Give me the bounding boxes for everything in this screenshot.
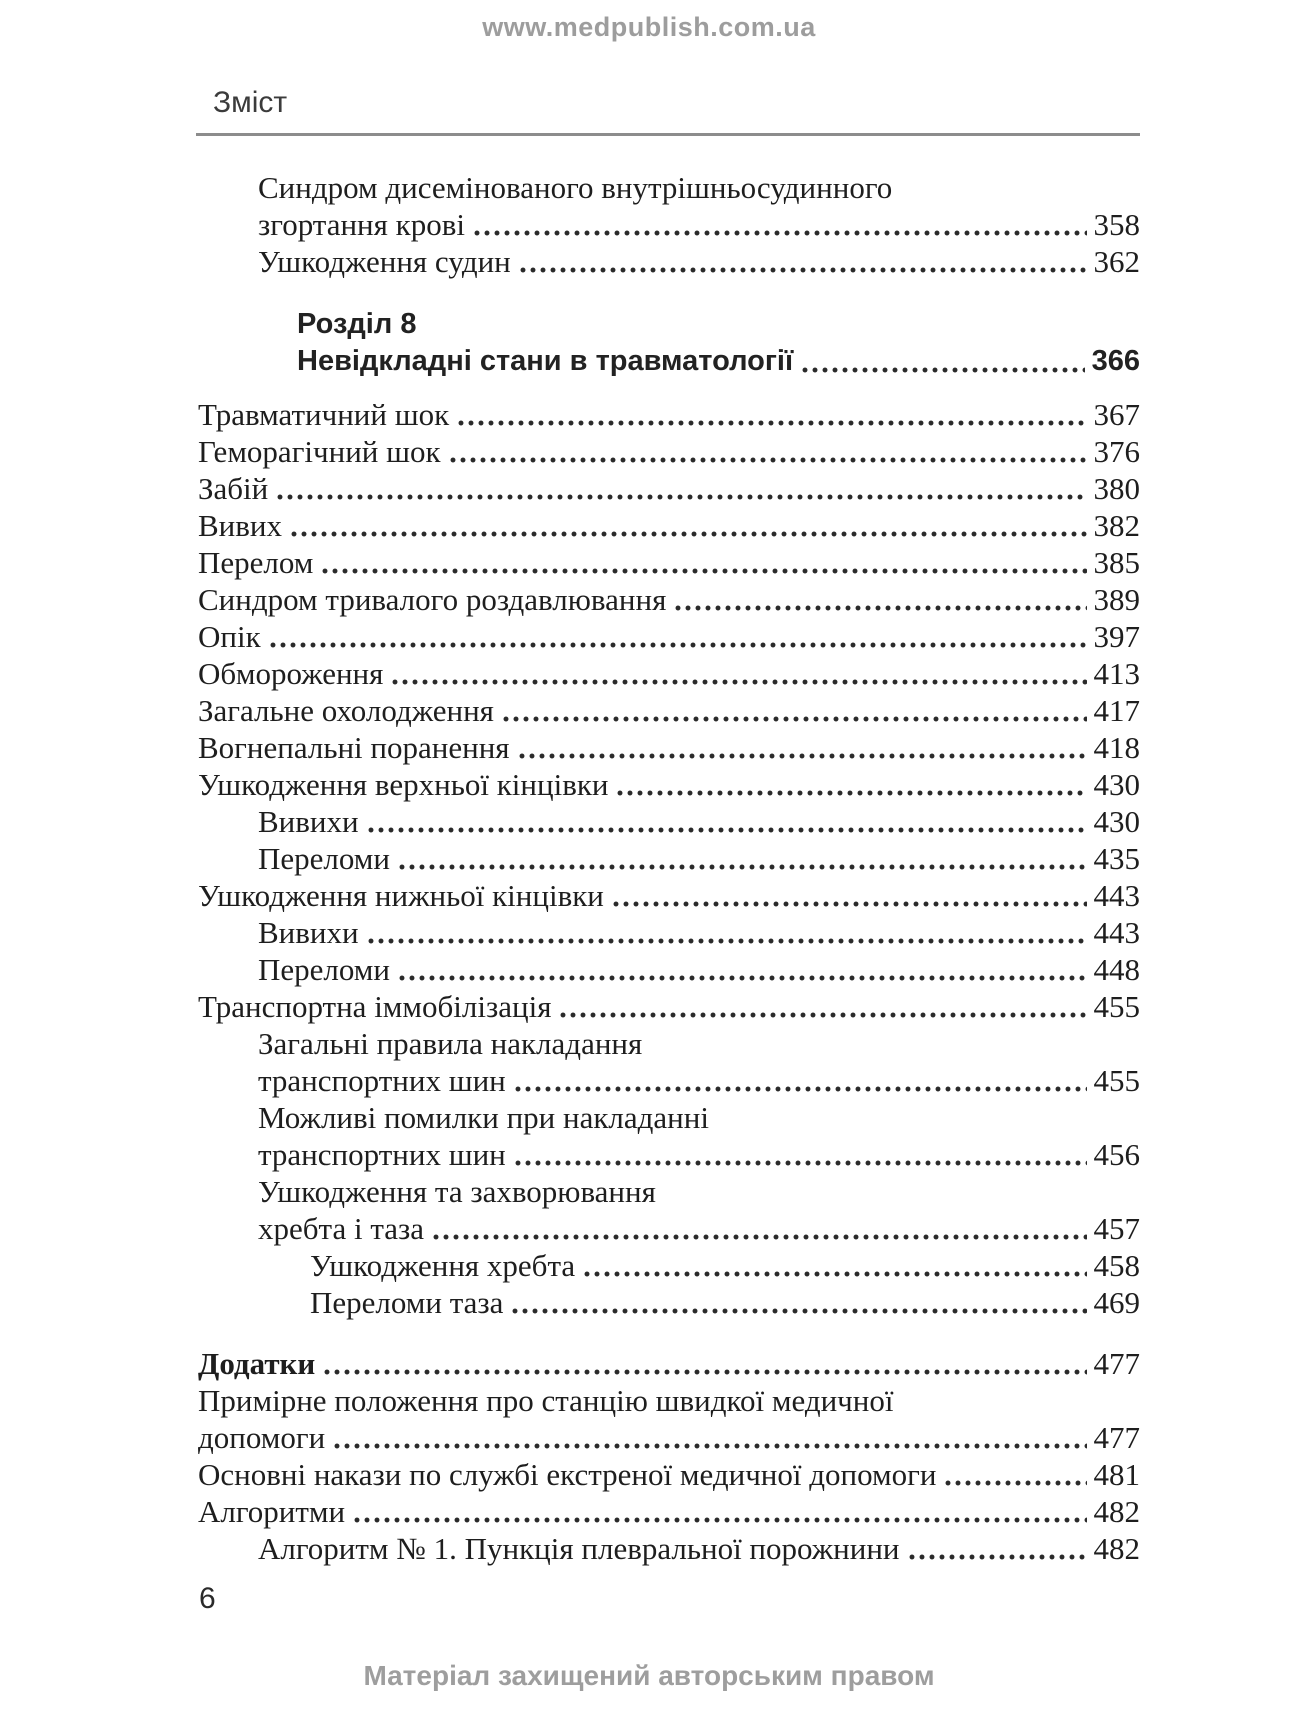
toc-entry-title: Загальне охолодження [198,693,494,728]
toc-entry [198,433,1140,470]
toc-entry [198,343,1140,380]
toc-entry-page: 413 [1093,656,1140,691]
toc-entry-title: Синдром тривалого роздавлювання [198,582,667,617]
dot-leader [520,267,1087,273]
toc-entry-title: Перелом [198,545,314,580]
dot-leader [277,494,1086,500]
toc-entry [198,951,1140,988]
toc-entry-title: Травматичний шок [198,397,450,432]
toc-entry [198,1284,1140,1321]
dot-leader [675,605,1086,611]
toc-entry-page: 443 [1093,915,1140,950]
dot-leader [368,938,1087,944]
toc-entry [198,988,1140,1025]
dot-leader [322,568,1086,574]
dot-leader [392,679,1086,685]
toc-entry-page: 469 [1093,1285,1140,1320]
toc-entry-page: 389 [1093,582,1140,617]
toc-entry [198,1345,1140,1382]
dot-leader [515,1160,1087,1166]
toc-entry-title: Опік [198,619,261,654]
toc-entry-page: 362 [1093,244,1140,279]
toc-entry-title: Ушкодження судин [258,244,511,279]
toc-entry [198,1493,1140,1530]
toc-entry [198,1210,1140,1247]
dot-leader [291,531,1087,537]
dot-leader [354,1517,1086,1523]
toc-entry-title: Примірне положення про станцію швидкої медичної [198,1383,894,1418]
dot-leader [617,790,1086,796]
dot-leader [399,975,1087,981]
toc-entry-title: Обмороження [198,656,384,691]
toc-entry-page: 482 [1093,1531,1140,1566]
toc-entry-page: 455 [1093,1063,1140,1098]
dot-leader [474,230,1087,236]
dot-leader [399,864,1087,870]
page-title: Зміст [213,86,288,119]
toc-entry-title: Транспортна іммобілізація [198,989,552,1024]
toc-entry-page: 385 [1093,545,1140,580]
toc-entry-title: Переломи таза [310,1285,504,1320]
dot-leader [613,901,1087,907]
toc-entry-page: 443 [1093,878,1140,913]
toc-entry [198,1173,1140,1210]
toc-entry [198,1099,1140,1136]
dot-leader [433,1234,1086,1240]
toc-entry-page: 382 [1093,508,1140,543]
toc-entry-page: 457 [1093,1211,1140,1246]
toc-entry [198,877,1140,914]
toc-entry-title: транспортних шин [258,1137,506,1172]
toc-entry-page: 430 [1093,804,1140,839]
table-of-contents [198,169,1140,1567]
toc-entry-title: Забій [198,471,269,506]
toc-entry-title: Додатки [198,1346,316,1381]
toc-entry-title: згортання крові [258,207,465,242]
toc-entry-page: 435 [1093,841,1140,876]
dot-leader [270,642,1087,648]
toc-entry [198,544,1140,581]
toc-entry [198,507,1140,544]
toc-entry-title: допомоги [198,1420,326,1455]
page-number: 6 [199,1582,216,1615]
dot-leader [945,1480,1086,1486]
toc-entry [198,1247,1140,1284]
heading-divider [196,133,1140,136]
toc-entry-page: 358 [1093,207,1140,242]
toc-entry [198,692,1140,729]
toc-entry-page: 477 [1093,1420,1140,1455]
toc-entry [198,655,1140,692]
toc-entry [198,1419,1140,1456]
toc-entry [198,1136,1140,1173]
toc-entry-page: 376 [1093,434,1140,469]
toc-entry-page: 397 [1093,619,1140,654]
toc-entry-title: Основні накази по службі екстреної медичної допомоги [198,1457,937,1492]
dot-leader [450,457,1087,463]
toc-entry [198,1025,1140,1062]
dot-leader [560,1012,1086,1018]
toc-entry-title: Вивихи [258,804,359,839]
toc-entry-title: Можливі помилки при накладанні [258,1100,709,1135]
toc-entry [198,1062,1140,1099]
dot-leader [368,827,1087,833]
toc-entry-title: Алгоритми [198,1494,346,1529]
toc-entry-title: Алгоритм № 1. Пункція плевральної порожнини [258,1531,900,1566]
toc-entry-title: Загальні правила накладання [258,1026,643,1061]
toc-entry-title: Ушкодження верхньої кінцівки [198,767,609,802]
toc-entry [198,914,1140,951]
dot-leader [503,716,1087,722]
dot-leader [458,420,1086,426]
toc-entry-title: Вогнепальні поранення [198,730,510,765]
toc-entry-title: хребта і таза [258,1211,425,1246]
toc-entry [198,803,1140,840]
toc-entry [198,581,1140,618]
toc-entry [198,840,1140,877]
toc-entry-page: 455 [1093,989,1140,1024]
toc-entry [198,1456,1140,1493]
dot-leader [515,1086,1087,1092]
toc-entry-page: 481 [1093,1457,1140,1492]
toc-entry [198,766,1140,803]
toc-entry-title: Переломи [258,952,390,987]
dot-leader [324,1369,1086,1375]
toc-entry-page: 366 [1091,345,1140,377]
toc-entry [198,396,1140,433]
toc-entry-title: транспортних шин [258,1063,506,1098]
copyright-notice: Матеріал захищений авторським правом [363,1660,935,1691]
dot-leader [519,753,1087,759]
dot-leader [909,1554,1087,1560]
dot-leader [584,1271,1086,1277]
toc-entry [198,1382,1140,1419]
toc-entry-page: 430 [1093,767,1140,802]
toc-entry [198,729,1140,766]
dot-leader [802,367,1084,373]
toc-entry-title: Ушкодження хребта [310,1248,576,1283]
dot-leader [512,1308,1086,1314]
toc-entry [198,618,1140,655]
toc-entry-title: Вивих [198,508,282,543]
toc-entry-page: 482 [1093,1494,1140,1529]
toc-entry-page: 367 [1093,397,1140,432]
toc-entry [198,206,1140,243]
toc-entry [198,169,1140,206]
toc-entry [198,470,1140,507]
toc-entry-title: Вивихи [258,915,359,950]
toc-entry [198,306,1140,343]
toc-entry [198,1530,1140,1567]
toc-entry-title: Геморагічний шок [198,434,441,469]
toc-entry-page: 417 [1093,693,1140,728]
dot-leader [334,1443,1086,1449]
toc-entry-title: Ушкодження нижньої кінцівки [198,878,604,913]
toc-entry-page: 380 [1093,471,1140,506]
toc-entry [198,243,1140,280]
publisher-url: www.medpublish.com.ua [482,12,816,42]
toc-entry-page: 477 [1093,1346,1140,1381]
toc-entry-page: 418 [1093,730,1140,765]
toc-entry-page: 458 [1093,1248,1140,1283]
toc-entry-page: 448 [1093,952,1140,987]
toc-entry-title: Ушкодження та захворювання [258,1174,656,1209]
toc-entry-page: 456 [1093,1137,1140,1172]
toc-entry-title: Синдром дисемінованого внутрішньосудинного [258,170,893,205]
toc-entry-title: Розділ 8 [297,308,417,340]
toc-entry-title: Невідкладні стани в травматології [297,345,794,377]
toc-entry-title: Переломи [258,841,390,876]
